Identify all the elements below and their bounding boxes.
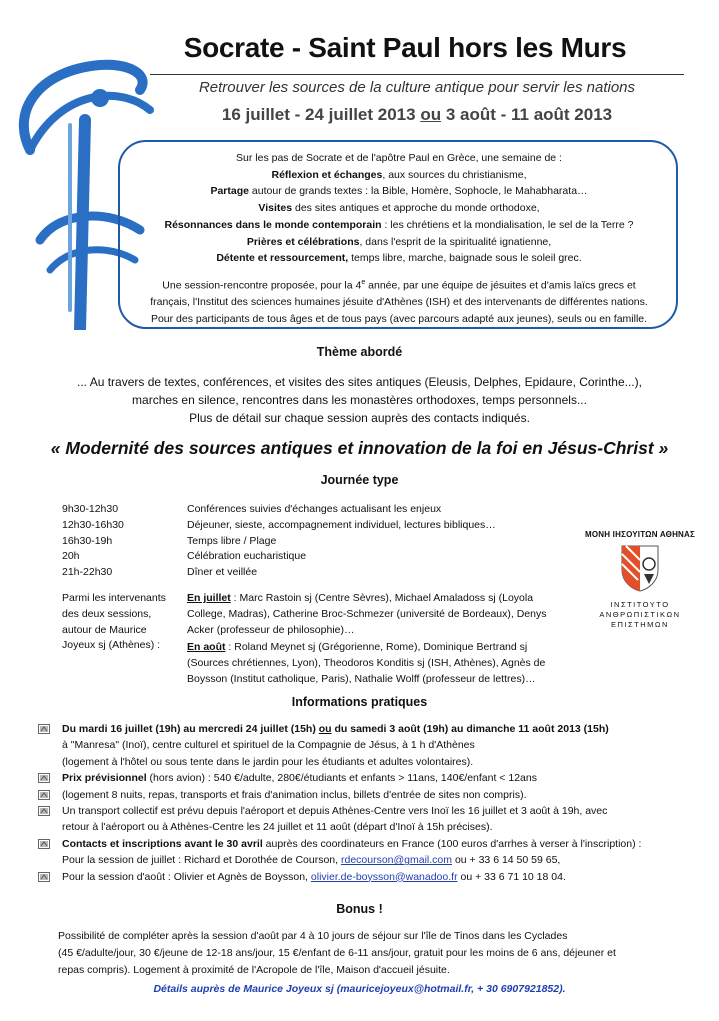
journee-heading: Journée type [320,473,399,487]
info-item: Prix prévisionnel (hors avion) : 540 €/adulte, 280€/étudiants et enfants > 11ans, 140€/enfant < 12ans [36,770,696,786]
speakers-august: En août : Roland Meynet sj (Grégorienne, Rome), Dominique Bertrand sj (Sources chrétiennes, Lyon), Theodoros Konditis sj (ISH, Athènes), Agnès de Boysson (Institut catholique, Paris), Nathalie Wolff (professeur de lettres)… [187,641,546,685]
title-divider [150,74,684,75]
schedule-desc: Dîner et veillée [187,566,258,579]
theme-heading: Thème abordé [316,345,403,359]
bullet-icon [38,839,50,849]
session-description: Une session-rencontre proposée, pour la 4e année, par une équipe de jésuites et d'amis laïcs grecs et [162,278,636,292]
speakers-list [187,591,567,690]
schedule-time: 9h30-12h30 [62,503,119,515]
info-item: Contacts et inscriptions avant le 30 avril auprès des coordinateurs en France (100 euros d'arrhes à verser à l'inscription) : [36,836,696,852]
session-description: Pour des participants de tous âges et de tous pays (avec parcours adapté aux jeunes), seuls ou en famille. [150,312,648,325]
intro-item: Résonnances dans le monde contemporain : les chrétiens et la mondialisation, le sel de la Terre ? [164,218,634,231]
page-title: Socrate - Saint Paul hors les Murs [183,32,627,63]
info-item: Du mardi 16 juillet (19h) au mercredi 24 juillet (15h) ou du samedi 3 août (19h) au dimanche 11 août 2013 (15h) [36,721,696,737]
intro-text [122,150,676,328]
infos-heading: Informations pratiques [291,695,428,709]
speakers-july: En juillet : Marc Rastoin sj (Centre Sèvres), Michael Amaladoss sj (Loyola College, Madras), Catherine Broc-Schmezer (université de Bordeaux), Denys Acker (professeur de philosophie)… [187,592,547,636]
schedule-desc: Conférences suivies d'échanges actualisant les enjeux [187,503,442,515]
info-line: (logement à l'hôtel ou sous tente dans le jardin pour les étudiants et adultes volontaires). [62,755,474,768]
bonus-heading: Bonus ! [336,902,383,916]
intro-lead: Sur les pas de Socrate et de l'apôtre Paul en Grèce, une semaine de : [236,152,562,164]
info-item: (logement 8 nuits, repas, transports et frais d'animation inclus, billets d'entrée de sites non compris). [36,787,696,803]
intro-item: Partage autour de grands textes : la Bible, Homère, Sophocle, le Mahabharata… [210,185,588,198]
info-line: Pour la session de juillet : Richard et Dorothée de Courson, rdecourson@gmail.com ou + 33 6 14 50 59 65, [62,854,561,867]
intro-item: Réflexion et échanges, aux sources du christianisme, [271,168,527,181]
intro-item: Prières et célébrations, dans l'esprit de la spiritualité ignatienne, [246,235,552,248]
bullet-icon [38,724,50,734]
shield-icon [620,544,660,592]
schedule-times [62,502,182,581]
speakers-intro: Parmi les intervenants des deux sessions, autour de Maurice Joyeux sj (Athènes) : [62,592,166,652]
bonus-text: Possibilité de compléter après la session d'août par 4 à 10 jours de séjour sur l'île de Tinos dans les Cyclades (45 €/adulte/jour, 30 €/jeune de 12-18 ans/jour, 15 €/enfant de 6-11 ans/jour, gratuit pour les moins de 6 ans, déjeuner et repas compris). Logement à proximité de l'Acropole de l'île, Maison d'accueil jésuite. [58,930,616,976]
schedule-desc: Déjeuner, sieste, accompagnement individuel, lectures bibliques… [187,518,496,531]
subtitle: Retrouver les sources de la culture antique pour servir les nations [198,79,636,96]
info-item: Pour la session d'août : Olivier et Agnès de Boysson, olivier.de-boysson@wanadoo.fr ou + 33 6 71 10 18 04. [36,869,696,885]
contact-details: Détails auprès de Maurice Joyeux sj (mauricejoyeux@hotmail.fr, + 30 6907921852). [153,983,566,995]
schedule-time: 21h-22h30 [62,566,113,579]
dates-or: ou [420,105,442,124]
schedule-desc: Célébration eucharistique [187,550,307,563]
bullet-icon [38,872,50,882]
dates-first: 16 juillet - 24 juillet 2013 [221,105,416,124]
bullet-icon [38,773,50,783]
email-link-july[interactable]: rdecourson@gmail.com [340,854,453,867]
bullet-icon [38,806,50,816]
schedule-time: 12h30-16h30 [62,518,124,531]
session-dates [150,105,684,125]
intro-item: Détente et ressourcement, temps libre, marche, baignade sous le soleil grec. [216,252,582,265]
schedule-time: 20h [62,550,80,563]
email-link-august[interactable]: olivier.de-boysson@wanadoo.fr [310,870,458,883]
intro-item: Visites des sites antiques et approche du monde orthodoxe, [258,202,540,215]
institute-emblem [585,530,695,630]
dates-second: 3 août - 11 août 2013 [445,105,613,124]
emblem-bottom-text: ΙΝΣΤΙΤΟΥΤΟ ΑΝΘΡΩΠΙΣΤΙΚΩΝ ΕΠΙΣΤΗΜΩΝ [599,600,681,629]
theme-text: ... Au travers de textes, conférences, et visites des sites antiques (Eleusis, Delphes, Epidaure, Corinthe...), marches en silence, rencontres dans les monastères orthodoxes, temps personnels... Plus de détail sur chaque session auprès des contacts indiqués. [77,375,642,425]
schedule-time: 16h30-19h [62,534,113,547]
practical-info [36,721,696,885]
info-line: à "Manresa" (Inoï), centre culturel et spirituel de la Compagnie de Jésus, à 1 h d'Athènes [62,739,475,752]
info-item: Un transport collectif est prévu depuis l'aéroport et depuis Athènes-Centre vers Inoï les 16 juillet et 3 août à 19h, avec [36,803,696,819]
schedule-descriptions [187,502,587,581]
bullet-icon [38,790,50,800]
schedule-desc: Temps libre / Plage [187,534,277,547]
info-line: retour à l'aéroport ou à Athènes-Centre les 24 juillet et 11 août (départ d'Inoï à 15h précises). [62,821,493,834]
theme-quote: « Modernité des sources antiques et innovation de la foi en Jésus-Christ » [50,438,669,458]
emblem-top-text: ΜΟΝΗ ΙΗΣΟΥΙΤΩΝ ΑΘΗΝΑΣ [585,530,696,539]
session-description: français, l'Institut des sciences humaines jésuite d'Athènes (ISH) et des intervenants de différentes nations. [150,296,648,309]
